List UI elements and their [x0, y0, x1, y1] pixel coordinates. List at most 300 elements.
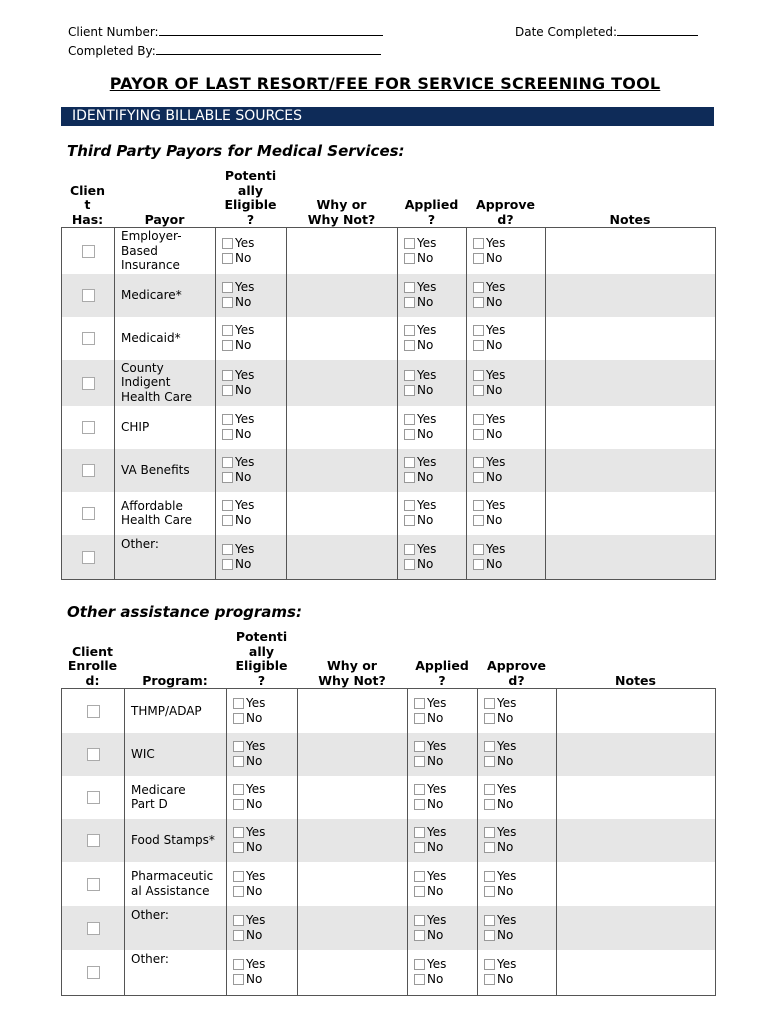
- applied-no-checkbox[interactable]: [414, 713, 425, 724]
- eligible-no-checkbox[interactable]: [222, 297, 233, 308]
- approved-no-checkbox[interactable]: [484, 756, 495, 767]
- notes-cell[interactable]: [546, 317, 716, 360]
- client-number-field[interactable]: [159, 24, 383, 36]
- approved-yes-checkbox[interactable]: [473, 370, 484, 381]
- eligible-cell: [227, 689, 298, 733]
- approved-yes-option[interactable]: [473, 498, 545, 513]
- approved-cell: [478, 689, 557, 733]
- approved-yes-checkbox[interactable]: [484, 741, 495, 752]
- eligible-no-checkbox[interactable]: [222, 429, 233, 440]
- eligible-no-option[interactable]: [233, 797, 297, 812]
- applied-no-checkbox[interactable]: [404, 472, 415, 483]
- eligible-no-option[interactable]: [222, 470, 286, 485]
- eligible-no-checkbox[interactable]: [222, 385, 233, 396]
- notes-cell[interactable]: [557, 776, 716, 819]
- approved-no-checkbox[interactable]: [473, 429, 484, 440]
- applied-no-option[interactable]: [414, 972, 477, 987]
- section1-col-header-approved: Approve d?: [476, 197, 535, 227]
- approved-no-checkbox[interactable]: [484, 713, 495, 724]
- applied-yes-option[interactable]: [404, 498, 466, 513]
- eligible-yes-checkbox[interactable]: [222, 414, 233, 425]
- why-cell[interactable]: [298, 689, 408, 733]
- eligible-yes-option[interactable]: [233, 869, 297, 884]
- has-cell: [62, 406, 115, 449]
- why-cell[interactable]: [287, 317, 398, 360]
- has-cell: [62, 360, 115, 406]
- approved-no-option[interactable]: [484, 928, 556, 943]
- eligible-no-checkbox[interactable]: [233, 713, 244, 724]
- completed-by-field[interactable]: [156, 43, 381, 55]
- eligible-yes-label: Yes: [246, 782, 266, 796]
- eligible-no-label: No: [246, 797, 263, 811]
- table-row: [62, 406, 716, 449]
- applied-yes-checkbox[interactable]: [414, 827, 425, 838]
- applied-no-checkbox[interactable]: [414, 886, 425, 897]
- approved-no-option[interactable]: [484, 797, 556, 812]
- notes-cell[interactable]: [557, 733, 716, 776]
- approved-yes-checkbox[interactable]: [484, 871, 495, 882]
- applied-yes-label: Yes: [417, 235, 437, 250]
- eligible-no-label: No: [235, 338, 252, 352]
- eligible-yes-option[interactable]: [233, 696, 297, 711]
- why-cell[interactable]: [287, 360, 398, 406]
- eligible-yes-checkbox[interactable]: [233, 959, 244, 970]
- eligible-no-label: No: [246, 972, 263, 987]
- applied-yes-checkbox[interactable]: [404, 370, 415, 381]
- applied-no-option[interactable]: [414, 797, 477, 812]
- approved-no-checkbox[interactable]: [484, 974, 495, 985]
- approved-no-checkbox[interactable]: [473, 385, 484, 396]
- applied-yes-option[interactable]: [404, 368, 466, 383]
- eligible-yes-checkbox[interactable]: [233, 827, 244, 838]
- approved-cell: [467, 492, 546, 535]
- has-checkbox[interactable]: [82, 507, 95, 520]
- has-checkbox[interactable]: [87, 748, 100, 761]
- applied-no-option[interactable]: [404, 557, 466, 572]
- eligible-no-option[interactable]: [222, 338, 286, 353]
- notes-cell[interactable]: [546, 274, 716, 317]
- table-row: [62, 733, 716, 776]
- eligible-no-option[interactable]: [233, 840, 297, 855]
- eligible-no-checkbox[interactable]: [222, 340, 233, 351]
- approved-no-checkbox[interactable]: [473, 515, 484, 526]
- eligible-yes-option[interactable]: [222, 236, 286, 251]
- approved-yes-option[interactable]: [473, 323, 545, 338]
- eligible-no-checkbox[interactable]: [233, 842, 244, 853]
- why-cell[interactable]: [287, 228, 398, 274]
- approved-no-checkbox[interactable]: [484, 930, 495, 941]
- applied-no-checkbox[interactable]: [404, 515, 415, 526]
- eligible-yes-option[interactable]: [233, 782, 297, 797]
- approved-yes-option[interactable]: [473, 280, 545, 295]
- eligible-yes-checkbox[interactable]: [233, 784, 244, 795]
- approved-yes-option[interactable]: [484, 957, 556, 972]
- approved-no-option[interactable]: [473, 427, 545, 442]
- has-cell: [62, 862, 125, 906]
- approved-yes-option[interactable]: [484, 696, 556, 711]
- applied-yes-option[interactable]: [414, 957, 477, 972]
- section1-col-header-has: Clien t Has:: [69, 182, 106, 227]
- has-checkbox[interactable]: [82, 464, 95, 477]
- approved-yes-checkbox[interactable]: [484, 827, 495, 838]
- applied-no-checkbox[interactable]: [414, 974, 425, 985]
- approved-no-checkbox[interactable]: [473, 253, 484, 264]
- eligible-yes-checkbox[interactable]: [222, 457, 233, 468]
- why-cell[interactable]: [298, 733, 408, 776]
- eligible-cell: [216, 228, 287, 274]
- why-cell[interactable]: [298, 819, 408, 862]
- applied-cell: [408, 906, 478, 950]
- eligible-no-label: No: [246, 710, 263, 725]
- approved-yes-option[interactable]: [484, 739, 556, 754]
- why-cell[interactable]: [287, 449, 398, 492]
- notes-cell[interactable]: [557, 862, 716, 906]
- eligible-yes-option[interactable]: [222, 368, 286, 383]
- eligible-yes-option[interactable]: [233, 957, 297, 972]
- eligible-yes-checkbox[interactable]: [233, 871, 244, 882]
- eligible-yes-label: Yes: [235, 541, 255, 556]
- has-checkbox[interactable]: [82, 421, 95, 434]
- applied-no-option[interactable]: [404, 338, 466, 353]
- has-checkbox[interactable]: [82, 332, 95, 345]
- table-row: [62, 492, 716, 535]
- has-checkbox[interactable]: [87, 878, 100, 891]
- eligible-no-checkbox[interactable]: [233, 886, 244, 897]
- applied-yes-option[interactable]: [414, 869, 477, 884]
- applied-yes-label: Yes: [417, 323, 437, 337]
- applied-yes-option[interactable]: [404, 542, 466, 557]
- applied-cell: [398, 492, 467, 535]
- applied-yes-checkbox[interactable]: [414, 784, 425, 795]
- applied-yes-label: Yes: [427, 782, 447, 796]
- completed-by-label: Completed By:: [68, 44, 156, 58]
- row-name: Medicare*: [115, 274, 216, 317]
- row-name: Other:: [125, 906, 227, 950]
- has-checkbox[interactable]: [82, 377, 95, 390]
- approved-yes-option[interactable]: [473, 368, 545, 383]
- notes-cell[interactable]: [557, 906, 716, 950]
- approved-yes-option[interactable]: [473, 542, 545, 557]
- eligible-no-option[interactable]: [233, 884, 297, 899]
- approved-no-option[interactable]: [484, 754, 556, 769]
- approved-no-option[interactable]: [484, 884, 556, 899]
- eligible-yes-option[interactable]: [233, 913, 297, 928]
- applied-no-checkbox[interactable]: [414, 799, 425, 810]
- applied-no-option[interactable]: [404, 427, 466, 442]
- notes-cell[interactable]: [546, 406, 716, 449]
- approved-no-checkbox[interactable]: [484, 886, 495, 897]
- applied-no-checkbox[interactable]: [414, 756, 425, 767]
- eligible-cell: [216, 449, 287, 492]
- approved-yes-option[interactable]: [484, 913, 556, 928]
- applied-yes-checkbox[interactable]: [414, 915, 425, 926]
- applied-cell: [408, 733, 478, 776]
- applied-yes-checkbox[interactable]: [404, 457, 415, 468]
- approved-yes-option[interactable]: [473, 236, 545, 251]
- applied-yes-label: Yes: [427, 912, 447, 927]
- approved-no-option[interactable]: [473, 383, 545, 398]
- row-name: Pharmaceutic al Assistance: [125, 862, 227, 906]
- approved-cell: [467, 535, 546, 580]
- approved-no-option[interactable]: [484, 711, 556, 726]
- applied-no-option[interactable]: [404, 383, 466, 398]
- has-checkbox[interactable]: [82, 551, 95, 564]
- eligible-no-option[interactable]: [222, 383, 286, 398]
- has-checkbox[interactable]: [87, 922, 100, 935]
- applied-yes-option[interactable]: [404, 455, 466, 470]
- eligible-yes-option[interactable]: [222, 280, 286, 295]
- applied-cell: [398, 535, 467, 580]
- applied-yes-option[interactable]: [414, 782, 477, 797]
- section2-heading: Other assistance programs:: [67, 603, 302, 621]
- applied-no-option[interactable]: [404, 470, 466, 485]
- approved-cell: [478, 733, 557, 776]
- approved-yes-option[interactable]: [473, 412, 545, 427]
- why-cell[interactable]: [298, 906, 408, 950]
- applied-no-label: No: [417, 295, 434, 309]
- eligible-no-label: No: [235, 470, 252, 484]
- applied-no-option[interactable]: [414, 711, 477, 726]
- approved-yes-option[interactable]: [473, 455, 545, 470]
- eligible-yes-checkbox[interactable]: [222, 370, 233, 381]
- eligible-no-option[interactable]: [222, 251, 286, 266]
- applied-yes-checkbox[interactable]: [414, 959, 425, 970]
- eligible-no-option[interactable]: [233, 928, 297, 943]
- date-completed-field[interactable]: [617, 24, 698, 36]
- applied-no-checkbox[interactable]: [404, 253, 415, 264]
- notes-cell[interactable]: [557, 689, 716, 733]
- applied-yes-checkbox[interactable]: [404, 325, 415, 336]
- applied-no-checkbox[interactable]: [404, 429, 415, 440]
- eligible-no-label: No: [235, 250, 252, 265]
- eligible-no-option[interactable]: [233, 711, 297, 726]
- applied-yes-checkbox[interactable]: [404, 544, 415, 555]
- approved-no-checkbox[interactable]: [473, 559, 484, 570]
- notes-cell[interactable]: [546, 228, 716, 274]
- applied-no-label: No: [427, 927, 444, 942]
- notes-cell[interactable]: [557, 819, 716, 862]
- eligible-yes-option[interactable]: [222, 323, 286, 338]
- eligible-no-label: No: [246, 840, 263, 854]
- notes-cell[interactable]: [546, 492, 716, 535]
- eligible-yes-label: Yes: [235, 455, 255, 469]
- applied-yes-label: Yes: [417, 498, 437, 512]
- eligible-no-option[interactable]: [233, 754, 297, 769]
- eligible-yes-checkbox[interactable]: [222, 500, 233, 511]
- approved-yes-checkbox[interactable]: [473, 282, 484, 293]
- eligible-no-checkbox[interactable]: [233, 974, 244, 985]
- applied-yes-option[interactable]: [404, 323, 466, 338]
- eligible-yes-option[interactable]: [222, 455, 286, 470]
- eligible-yes-checkbox[interactable]: [222, 325, 233, 336]
- approved-yes-checkbox[interactable]: [484, 959, 495, 970]
- approved-no-label: No: [486, 427, 503, 441]
- eligible-cell: [216, 535, 287, 580]
- eligible-no-checkbox[interactable]: [222, 472, 233, 483]
- applied-no-checkbox[interactable]: [404, 340, 415, 351]
- eligible-no-option[interactable]: [222, 557, 286, 572]
- eligible-yes-checkbox[interactable]: [233, 698, 244, 709]
- approved-no-option[interactable]: [473, 338, 545, 353]
- approved-yes-checkbox[interactable]: [473, 238, 484, 249]
- why-cell[interactable]: [298, 776, 408, 819]
- eligible-yes-option[interactable]: [233, 739, 297, 754]
- has-cell: [62, 449, 115, 492]
- notes-cell[interactable]: [557, 950, 716, 996]
- table-row: [62, 862, 716, 906]
- applied-no-label: No: [417, 382, 434, 397]
- approved-no-option[interactable]: [473, 557, 545, 572]
- applied-yes-option[interactable]: [414, 739, 477, 754]
- notes-cell[interactable]: [546, 449, 716, 492]
- applied-no-label: No: [417, 470, 434, 484]
- approved-yes-checkbox[interactable]: [484, 784, 495, 795]
- approved-no-option[interactable]: [484, 840, 556, 855]
- eligible-no-checkbox[interactable]: [222, 253, 233, 264]
- applied-yes-checkbox[interactable]: [414, 871, 425, 882]
- applied-yes-option[interactable]: [404, 412, 466, 427]
- section-banner: IDENTIFYING BILLABLE SOURCES: [61, 107, 714, 126]
- approved-no-checkbox[interactable]: [473, 297, 484, 308]
- applied-yes-checkbox[interactable]: [404, 414, 415, 425]
- has-checkbox[interactable]: [87, 791, 100, 804]
- client-number-label: Client Number:: [68, 25, 159, 39]
- approved-no-checkbox[interactable]: [473, 472, 484, 483]
- eligible-no-checkbox[interactable]: [233, 930, 244, 941]
- applied-yes-option[interactable]: [414, 913, 477, 928]
- notes-cell[interactable]: [546, 360, 716, 406]
- approved-no-label: No: [486, 295, 503, 309]
- has-checkbox[interactable]: [82, 289, 95, 302]
- applied-yes-option[interactable]: [404, 280, 466, 295]
- eligible-no-option[interactable]: [222, 295, 286, 310]
- has-cell: [62, 906, 125, 950]
- approved-yes-label: Yes: [497, 782, 517, 796]
- eligible-yes-option[interactable]: [222, 412, 286, 427]
- eligible-yes-option[interactable]: [222, 498, 286, 513]
- approved-yes-checkbox[interactable]: [484, 698, 495, 709]
- eligible-cell: [216, 317, 287, 360]
- applied-yes-checkbox[interactable]: [404, 238, 415, 249]
- applied-yes-option[interactable]: [414, 696, 477, 711]
- eligible-yes-checkbox[interactable]: [233, 915, 244, 926]
- approved-yes-checkbox[interactable]: [473, 457, 484, 468]
- applied-yes-checkbox[interactable]: [404, 282, 415, 293]
- eligible-no-checkbox[interactable]: [233, 799, 244, 810]
- approved-no-checkbox[interactable]: [473, 340, 484, 351]
- approved-cell: [467, 274, 546, 317]
- applied-no-option[interactable]: [404, 513, 466, 528]
- applied-no-checkbox[interactable]: [404, 559, 415, 570]
- eligible-yes-checkbox[interactable]: [222, 544, 233, 555]
- approved-no-option[interactable]: [473, 513, 545, 528]
- eligible-no-label: No: [235, 382, 252, 397]
- has-cell: [62, 689, 125, 733]
- why-cell[interactable]: [287, 274, 398, 317]
- approved-no-checkbox[interactable]: [484, 842, 495, 853]
- row-name: CHIP: [115, 406, 216, 449]
- applied-no-checkbox[interactable]: [404, 385, 415, 396]
- approved-cell: [478, 862, 557, 906]
- eligible-no-option[interactable]: [233, 972, 297, 987]
- eligible-no-checkbox[interactable]: [222, 559, 233, 570]
- applied-yes-checkbox[interactable]: [404, 500, 415, 511]
- approved-no-option[interactable]: [473, 251, 545, 266]
- applied-yes-label: Yes: [417, 280, 437, 294]
- why-cell[interactable]: [287, 492, 398, 535]
- client-number-line: [68, 24, 383, 39]
- eligible-yes-checkbox[interactable]: [222, 238, 233, 249]
- applied-yes-option[interactable]: [404, 236, 466, 251]
- why-cell[interactable]: [287, 406, 398, 449]
- has-cell: [62, 819, 125, 862]
- eligible-yes-option[interactable]: [222, 542, 286, 557]
- applied-no-checkbox[interactable]: [414, 842, 425, 853]
- section2-col-header-eligible: Potenti ally Eligible ?: [235, 629, 288, 688]
- applied-no-option[interactable]: [404, 251, 466, 266]
- applied-no-option[interactable]: [414, 884, 477, 899]
- approved-no-option[interactable]: [484, 972, 556, 987]
- eligible-yes-checkbox[interactable]: [233, 741, 244, 752]
- why-cell[interactable]: [298, 950, 408, 996]
- eligible-no-checkbox[interactable]: [233, 756, 244, 767]
- applied-no-label: No: [417, 513, 434, 527]
- table-row: [62, 274, 716, 317]
- approved-yes-option[interactable]: [484, 782, 556, 797]
- approved-no-option[interactable]: [473, 295, 545, 310]
- has-checkbox[interactable]: [82, 245, 95, 258]
- eligible-yes-label: Yes: [235, 280, 255, 294]
- applied-yes-label: Yes: [417, 367, 437, 382]
- approved-yes-checkbox[interactable]: [473, 414, 484, 425]
- approved-no-option[interactable]: [473, 470, 545, 485]
- row-name: VA Benefits: [115, 449, 216, 492]
- approved-yes-label: Yes: [486, 235, 506, 250]
- approved-no-checkbox[interactable]: [484, 799, 495, 810]
- applied-no-option[interactable]: [414, 840, 477, 855]
- notes-cell[interactable]: [546, 535, 716, 580]
- has-checkbox[interactable]: [87, 834, 100, 847]
- applied-no-option[interactable]: [414, 928, 477, 943]
- approved-yes-option[interactable]: [484, 869, 556, 884]
- approved-yes-checkbox[interactable]: [473, 544, 484, 555]
- approved-yes-option[interactable]: [484, 825, 556, 840]
- applied-yes-checkbox[interactable]: [414, 698, 425, 709]
- document-title: PAYOR OF LAST RESORT/FEE FOR SERVICE SCREENING TOOL: [109, 74, 661, 93]
- programs-table: [61, 688, 716, 996]
- why-cell[interactable]: [298, 862, 408, 906]
- applied-no-checkbox[interactable]: [414, 930, 425, 941]
- approved-yes-checkbox[interactable]: [484, 915, 495, 926]
- has-checkbox[interactable]: [87, 705, 100, 718]
- has-checkbox[interactable]: [87, 966, 100, 979]
- applied-no-option[interactable]: [404, 295, 466, 310]
- approved-yes-checkbox[interactable]: [473, 325, 484, 336]
- applied-no-checkbox[interactable]: [404, 297, 415, 308]
- eligible-yes-option[interactable]: [233, 825, 297, 840]
- approved-yes-checkbox[interactable]: [473, 500, 484, 511]
- applied-yes-label: Yes: [427, 825, 447, 839]
- eligible-no-option[interactable]: [222, 427, 286, 442]
- eligible-yes-checkbox[interactable]: [222, 282, 233, 293]
- applied-yes-checkbox[interactable]: [414, 741, 425, 752]
- eligible-yes-label: Yes: [246, 957, 266, 972]
- why-cell[interactable]: [287, 535, 398, 580]
- applied-yes-option[interactable]: [414, 825, 477, 840]
- eligible-no-option[interactable]: [222, 513, 286, 528]
- eligible-no-checkbox[interactable]: [222, 515, 233, 526]
- applied-no-option[interactable]: [414, 754, 477, 769]
